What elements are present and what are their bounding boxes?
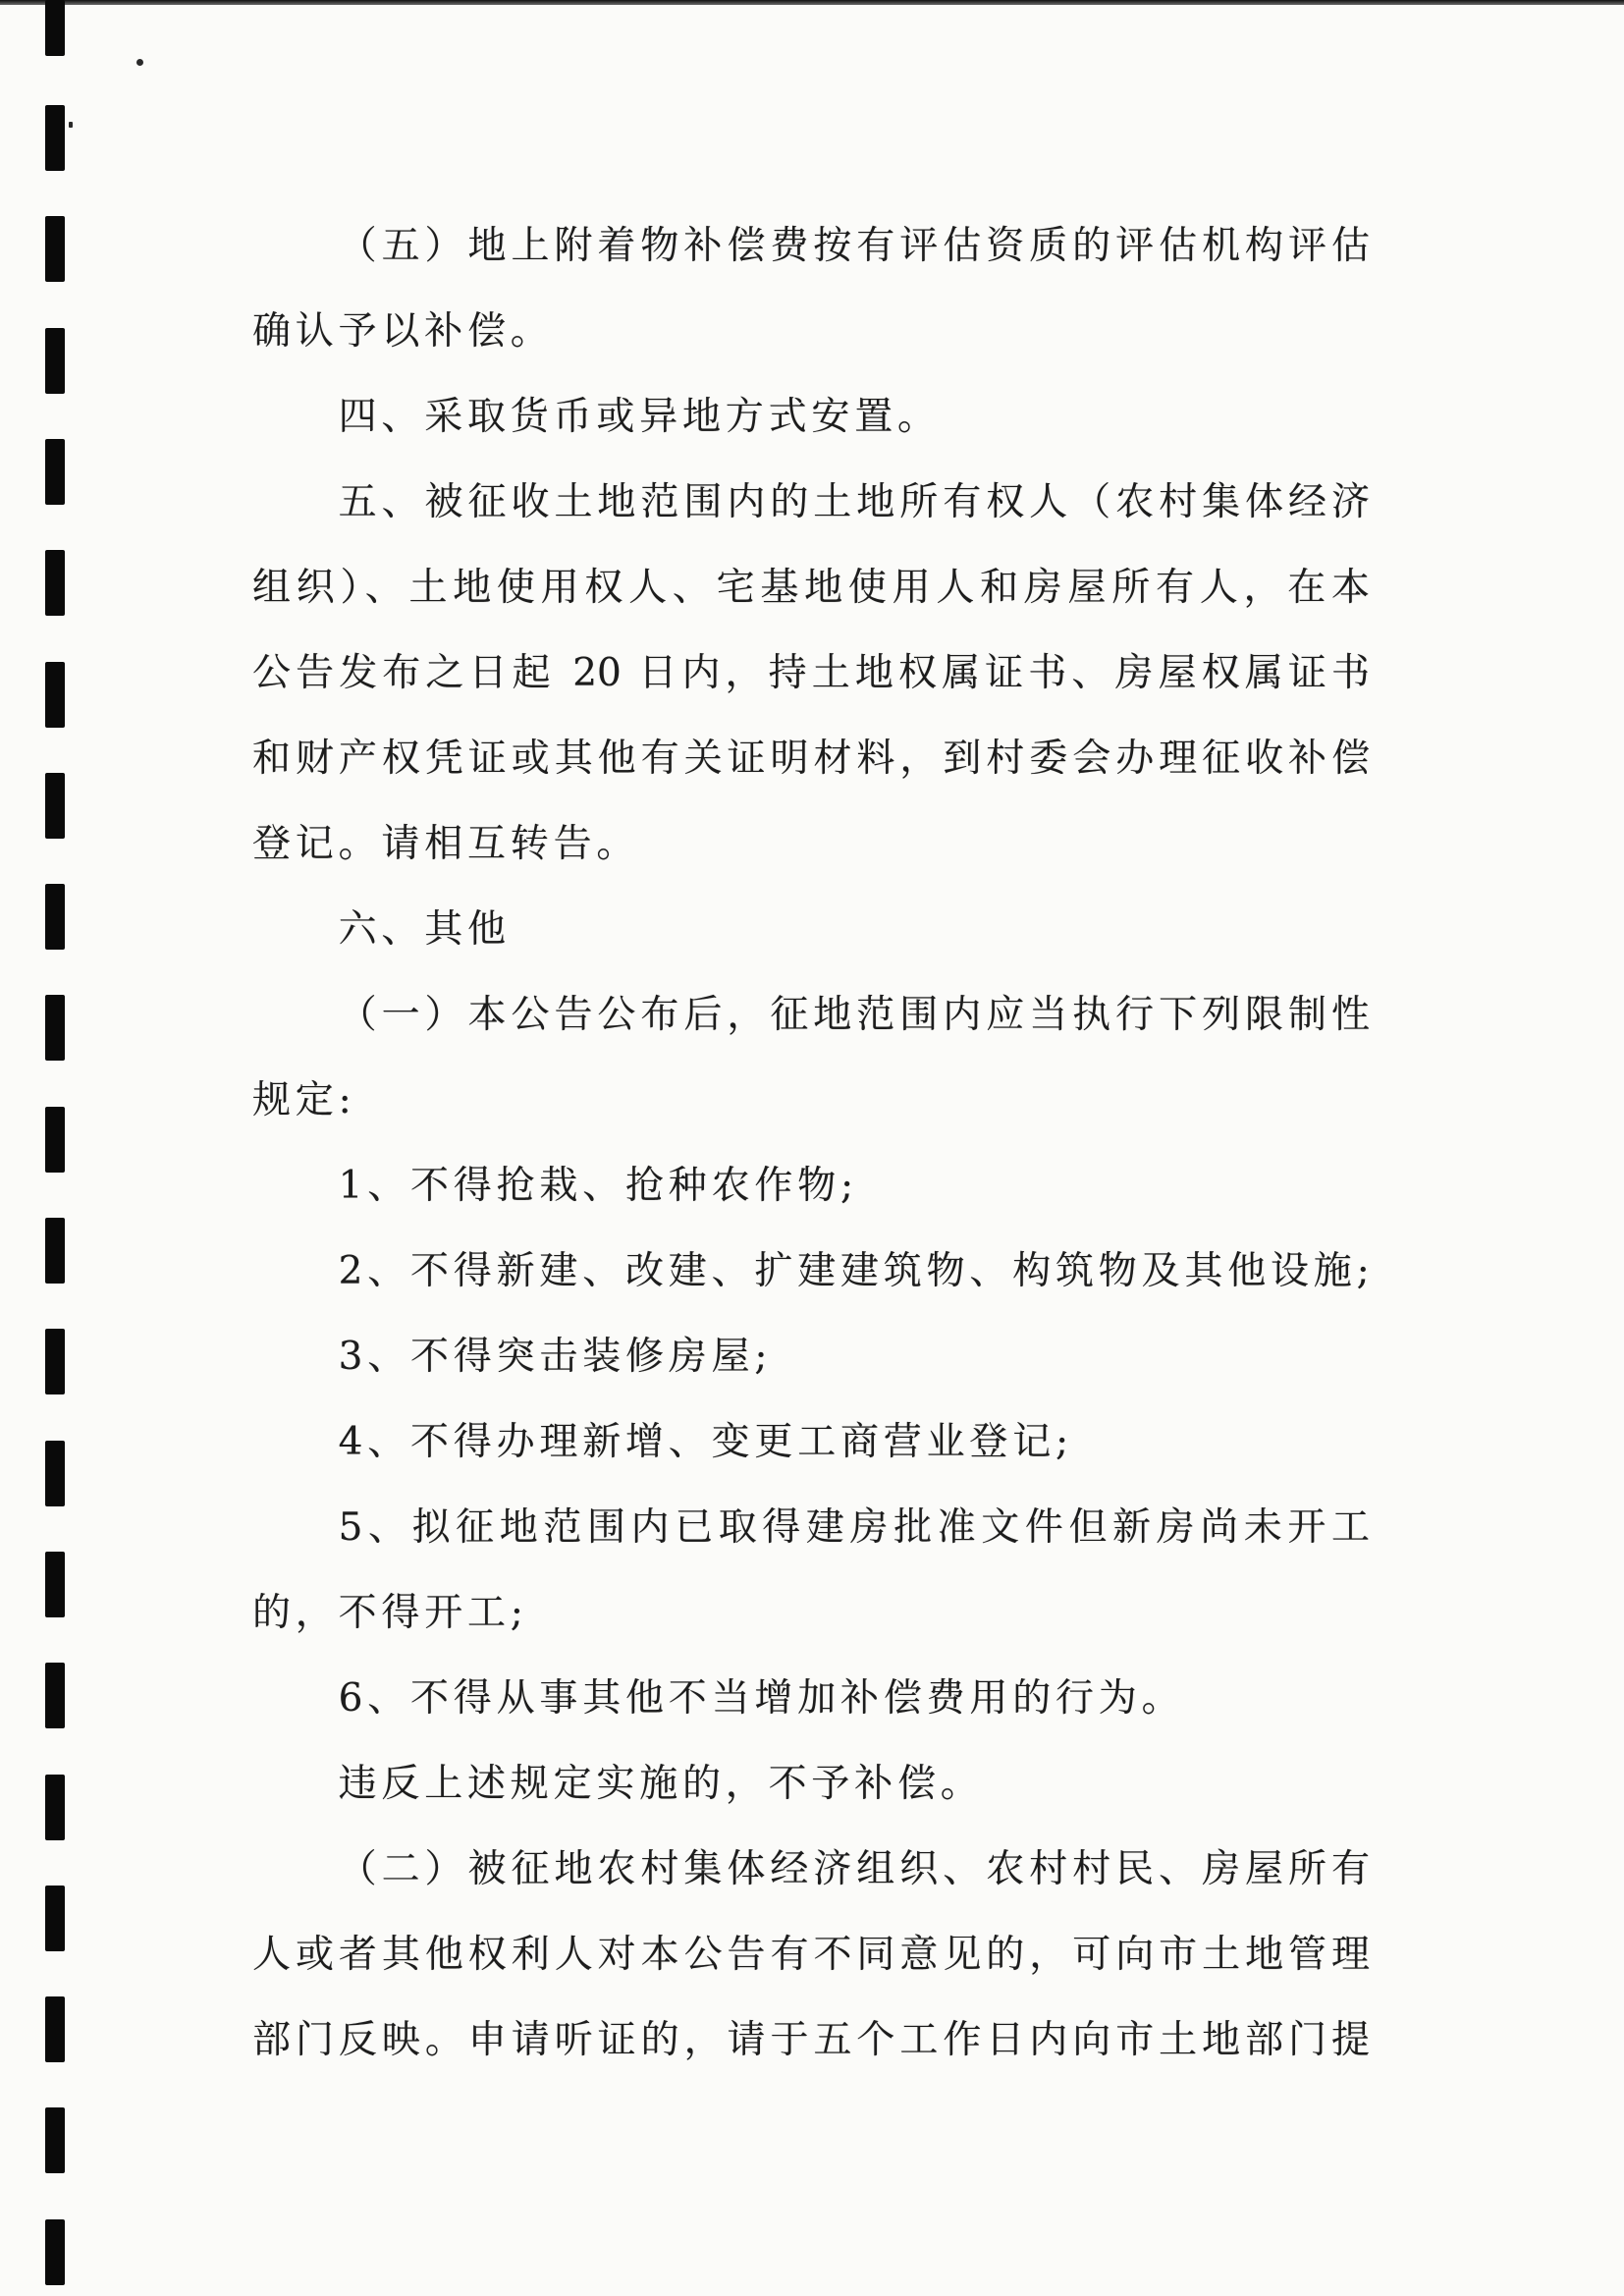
- binding-hole-mark: [45, 2107, 65, 2173]
- binding-hole-mark: [45, 328, 65, 394]
- text-line: 确认予以补偿。: [252, 309, 554, 354]
- restriction-item-2: [252, 1229, 1375, 1314]
- text-line: 四、采取货币或异地方式安置。: [338, 395, 941, 439]
- binding-hole-mark: [45, 1775, 65, 1840]
- binding-hole-mark: [45, 216, 65, 282]
- text-line: 2、不得新建、改建、扩建建筑物、构筑物及其他设施;: [338, 1249, 1375, 1293]
- binding-hole-mark: [45, 1886, 65, 1951]
- text-line: 五、被征收土地范围内的土地所有权人（农村集体经济: [338, 480, 1370, 524]
- text-line: 组织）、土地使用权人、宅基地使用人和房屋所有人，在本: [252, 566, 1370, 610]
- document-body: [252, 203, 1375, 2083]
- binding-hole-mark: [45, 1441, 65, 1506]
- text-line: 和财产权凭证或其他有关证明材料，到村委会办理征收补偿: [252, 737, 1370, 781]
- text-line: 违反上述规定实施的，不予补偿。: [338, 1762, 984, 1806]
- text-line: （二）被征地农村集体经济组织、农村村民、房屋所有: [338, 1847, 1370, 1891]
- scan-speck: [69, 122, 73, 128]
- binding-hole-mark: [45, 1329, 65, 1394]
- text-line: 1、不得抢栽、抢种农作物;: [338, 1164, 858, 1208]
- clause-attachments-compensation: [252, 203, 1370, 374]
- text-line: 3、不得突击装修房屋;: [338, 1335, 773, 1379]
- text-line: 6、不得从事其他不当增加补偿费用的行为。: [338, 1676, 1185, 1721]
- binding-hole-mark: [45, 884, 65, 950]
- restriction-item-5: [252, 1485, 1370, 1656]
- binding-hole-mark: [45, 0, 65, 56]
- text-line: 部门反映。申请听证的，请于五个工作日内向市土地部门提: [252, 2018, 1370, 2062]
- binding-strip: [0, 0, 118, 2296]
- text-line: 登记。请相互转告。: [252, 822, 640, 866]
- binding-hole-mark: [45, 1996, 65, 2062]
- clause-compensation-registration: [252, 460, 1370, 887]
- text-line: 人或者其他权利人对本公告有不同意见的，可向市土地管理: [252, 1933, 1370, 1977]
- scan-speck: [136, 59, 143, 66]
- restriction-item-1: [252, 1143, 1370, 1229]
- clause-objection-hearing: [252, 1827, 1370, 2083]
- text-line: 六、其他: [338, 907, 511, 952]
- restriction-item-4: [252, 1399, 1370, 1485]
- binding-hole-mark: [45, 662, 65, 728]
- restriction-item-3: [252, 1314, 1370, 1399]
- text-line: 公告发布之日起 20 日内，持土地权属证书、房屋权属证书: [252, 651, 1370, 695]
- clause-restrictions-intro: [252, 972, 1370, 1143]
- binding-hole-mark: [45, 439, 65, 505]
- section-heading-other: [252, 887, 1370, 972]
- text-line: （五）地上附着物补偿费按有评估资质的评估机构评估: [338, 224, 1370, 268]
- binding-hole-mark: [45, 1663, 65, 1728]
- binding-hole-mark: [45, 1218, 65, 1284]
- binding-hole-mark: [45, 773, 65, 839]
- text-line: 4、不得办理新增、变更工商营业登记;: [338, 1420, 1073, 1464]
- binding-hole-mark: [45, 2219, 65, 2285]
- text-line: 规定:: [252, 1078, 356, 1122]
- binding-hole-mark: [45, 550, 65, 616]
- binding-hole-mark: [45, 105, 65, 171]
- scan-top-edge: [0, 0, 1624, 5]
- text-line: 5、拟征地范围内已取得建房批准文件但新房尚未开工: [338, 1505, 1370, 1550]
- restriction-item-6: [252, 1656, 1370, 1741]
- restriction-penalty-note: [252, 1741, 1370, 1827]
- binding-hole-mark: [45, 995, 65, 1061]
- text-line: 的，不得开工;: [252, 1591, 528, 1635]
- binding-hole-mark: [45, 1552, 65, 1617]
- binding-hole-mark: [45, 1107, 65, 1173]
- clause-resettlement: [252, 374, 1370, 460]
- text-line: （一）本公告公布后，征地范围内应当执行下列限制性: [338, 993, 1370, 1037]
